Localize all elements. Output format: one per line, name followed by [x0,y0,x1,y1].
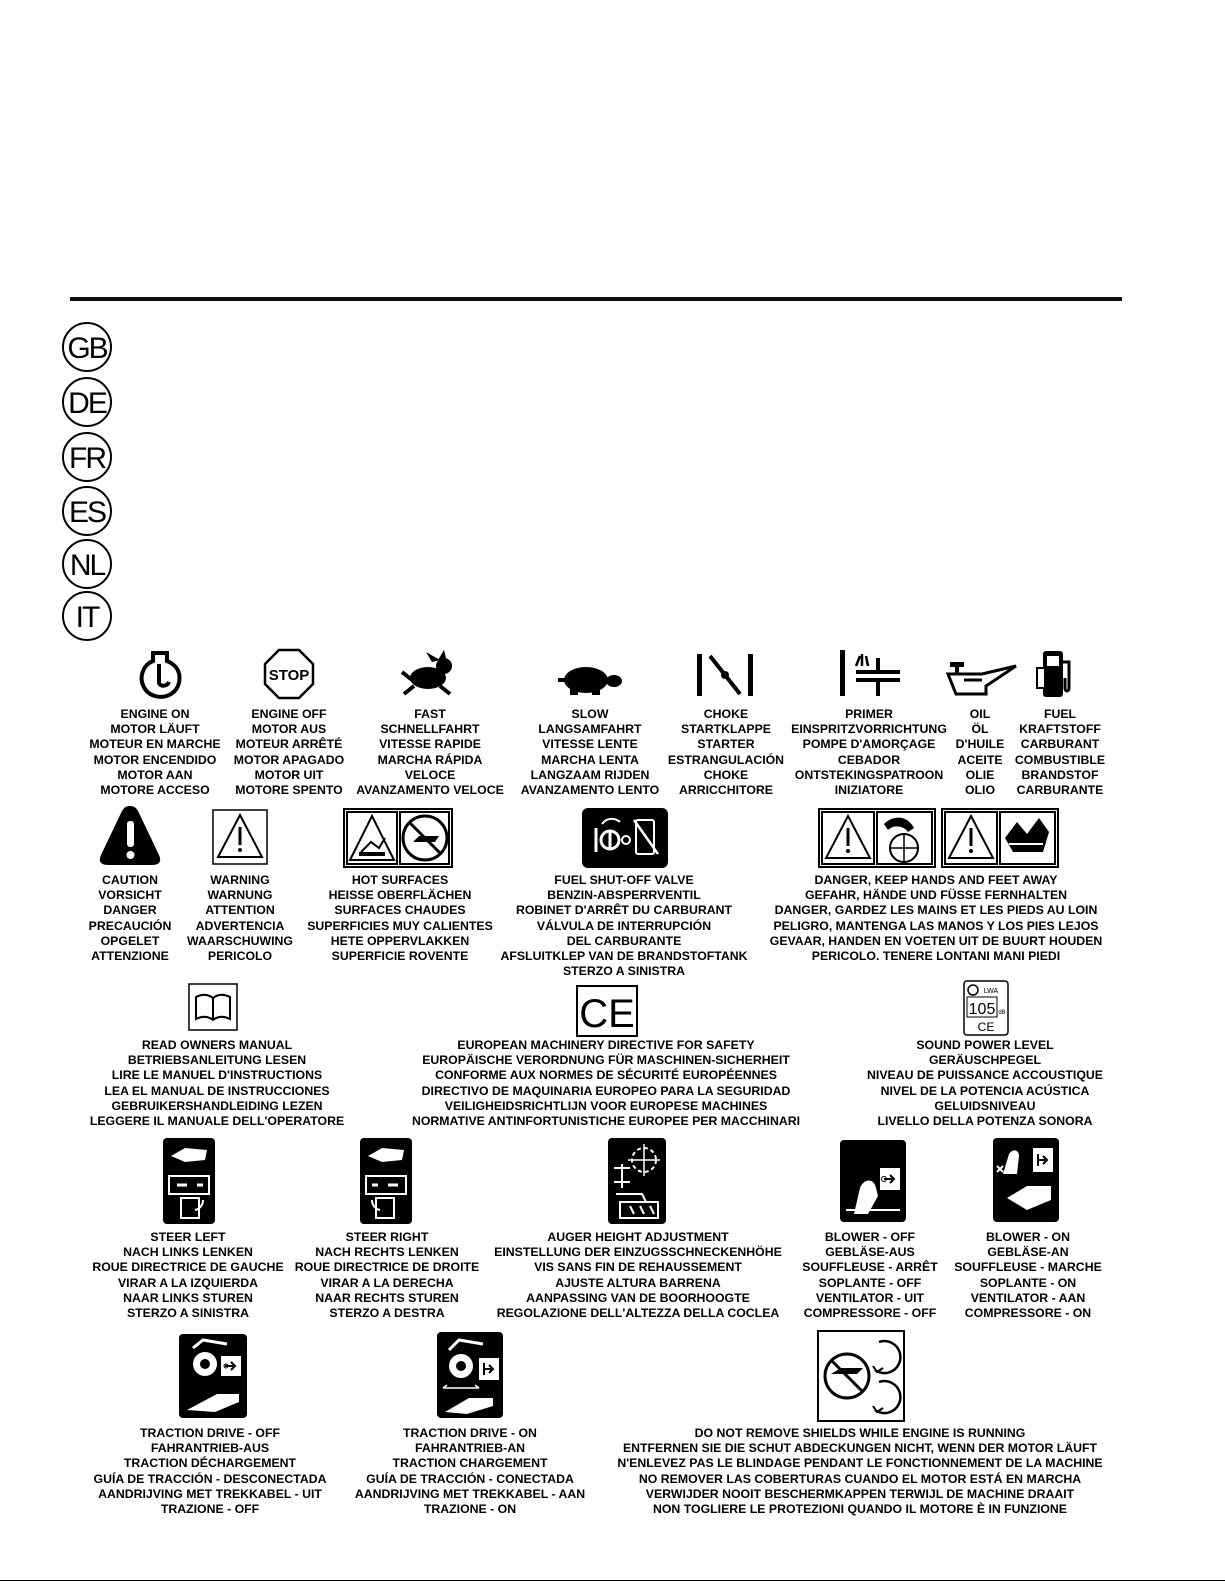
blower-off-icon [840,1140,906,1222]
sound-ce-label: CE [977,1020,995,1034]
lang-nl-badge: NL [62,539,112,589]
stop-sign-label: STOP [268,667,310,684]
manual-caption: READ OWNERS MANUAL BETRIEBSANLEITUNG LESEN LIRE LE MANUEL D'INSTRUCTIONS LEA EL MANUAL DE INSTRUCCIONES GEBRUIKERSHANDLEIDING LEZEN LEGGERE IL MANUALE DELL'OPERATORE [89,1038,345,1129]
fuel-valve-caption: FUEL SHUT-OFF VALVE BENZIN-ABSPERRVENTIL ROBINET D'ARRÊT DU CARBURANT VÁLVULA DE INTERRUPCIÓN DEL CARBURANTE AFSLUITKLEP VAN DE BRANDSTOFTANK STERZO A SINISTRA [500,873,748,979]
hot-surfaces-caption: HOT SURFACES HEISSE OBERFLÄCHEN SURFACES CHAUDES SUPERFICIES MUY CALIENTES HETE OPPERVLAKKEN SUPERFICIE ROVENTE [307,873,493,964]
caution-icon [97,803,163,867]
fast-caption: FAST SCHNELLFAHRT VITESSE RAPIDE MARCHA RÁPIDA VELOCE AVANZAMENTO VELOCE [356,707,504,798]
sound-unit-label: dB [998,1010,1006,1016]
warning-caption: WARNING WARNUNG ATTENTION ADVERTENCIA WAARSCHUWING PERICOLO [187,873,293,964]
shields-caption: DO NOT REMOVE SHIELDS WHILE ENGINE IS RUNNING ENTFERNEN SIE DIE SCHUT ABDECKUNGEN NICHT, WENN DER MOTOR LÄUFT N'ENLEVEZ PAS LE BLINDAGE PENDANT LE FONCTIONNEMENT DE LA MACHINE NO REMOVER LAS COBERTURAS CUANDO EL MOTOR ESTÁ EN MARCHA VERWIJDER NOOIT BESCHERMKAPPEN TERWIJL DE MACHINE DRAAIT NON TOGLIERE LE PROTEZIONI QUANDO IL MOTORE È IN FUNZIONE [617,1426,1103,1517]
caution-caption: CAUTION VORSICHT DANGER PRECAUCIÓN OPGELET ATTENZIONE [88,873,172,964]
traction-off-icon [179,1334,247,1418]
fuel-valve-icon [582,808,668,868]
steer-right-icon [360,1138,412,1224]
engine-off-caption: ENGINE OFF MOTOR AUS MOTEUR ARRÊTÉ MOTOR APAGADO MOTOR UIT MOTORE SPENTO [233,707,345,798]
steer-left-caption: STEER LEFT NACH LINKS LENKEN ROUE DIRECTRICE DE GAUCHE VIRAR A LA IZQUIERDA NAAR LINKS STUREN STERZO A SINISTRA [92,1230,284,1321]
warning-icon [212,809,268,865]
rabbit-icon [400,650,458,698]
engine-on-caption: ENGINE ON MOTOR LÄUFT MOTEUR EN MARCHE MOTOR ENCENDIDO MOTOR AAN MOTORE ACCESO [89,707,221,798]
primer-caption: PRIMER EINSPRITZVORRICHTUNG POMPE D'AMORÇAGE CEBADOR ONTSTEKINGSPATROON INIZIATORE [791,707,947,798]
manual-book-icon [188,983,238,1031]
slow-caption: SLOW LANGSAMFAHRT VITESSE LENTE MARCHA LENTA LANGZAAM RIJDEN AVANZAMENTO LENTO [520,707,660,798]
steer-left-icon [163,1138,215,1224]
sound-level-icon [963,980,1009,1036]
ce-mark-icon [576,985,638,1037]
header-rule [70,297,1122,301]
feet-danger-icon [941,808,1059,868]
sound-value-label: 105 [968,1001,996,1018]
choke-caption: CHOKE STARTKLAPPE STARTER ESTRANGULACIÓN CHOKE ARRICCHITORE [667,707,785,798]
blower-off-caption: BLOWER - OFF GEBLÄSE-AUS SOUFFLEUSE - ARRÊT SOPLANTE - OFF VENTILATOR - UIT COMPRESSORE - OFF [802,1230,938,1321]
blower-on-icon [993,1138,1059,1222]
steer-right-caption: STEER RIGHT NACH RECHTS LENKEN ROUE DIRECTRICE DE DROITE VIRAR A LA DERECHA NAAR RECHTS STUREN STERZO A DESTRA [294,1230,480,1321]
ce-caption: EUROPEAN MACHINERY DIRECTIVE FOR SAFETY EUROPÄISCHE VERORDNUNG FÜR MASCHINEN-SICHERHEIT CONFORME AUX NORMES DE SÉCURITÉ EUROPÉENNES DIRECTIVO DE MAQUINARIA EUROPEO PARA LA SEGURIDAD VEILIGHEIDSRICHTLIJN VOOR EUROPESE MACHINES NORMATIVE ANTINFORTUNISTICHE EUROPEE PER MACCHINARI [411,1038,801,1129]
auger-height-icon [608,1138,666,1224]
traction-off-caption: TRACTION DRIVE - OFF FAHRANTRIEB-AUS TRACTION DÉCHARGEMENT GUÍA DE TRACCIÓN - DESCONECTADA AANDRIJVING MET TREKKABEL - UIT TRAZIONE - OFF [93,1426,327,1517]
blower-on-caption: BLOWER - ON GEBLÄSE-AN SOUFFLEUSE - MARCHE SOPLANTE - ON VENTILATOR - AAN COMPRESSORE - ON [954,1230,1102,1321]
fuel-pump-icon [1035,648,1077,700]
hands-feet-caption: DANGER, KEEP HANDS AND FEET AWAY GEFAHR, HÄNDE UND FÜSSE FERNHALTEN DANGER, GARDEZ LES MAINS ET LES PIEDS AU LOIN PELIGRO, MANTENGA LAS MANOS Y LOS PIES LEJOS GEVAAR, HANDEN EN VOETEN UIT DE BUURT HOUDEN PERICOLO. TENERE LONTANI MANI PIEDI [769,873,1103,964]
oil-can-icon [946,658,1018,696]
lang-es-badge: ES [62,486,112,536]
traction-on-caption: TRACTION DRIVE - ON FAHRANTRIEB-AN TRACTION CHARGEMENT GUÍA DE TRACCIÓN - CONECTADA AANDRIJVING MET TREKKABEL - AAN TRAZIONE - ON [354,1426,586,1517]
hands-danger-icon [818,808,936,868]
lang-de-badge: DE [62,377,112,427]
turtle-icon [556,660,624,696]
sound-lwa-label: LWA [983,988,999,995]
stop-sign-icon [263,648,315,700]
oil-caption: OIL ÖL D'HUILE ACEITE OLIE OLIO [955,707,1005,798]
shields-icon [817,1330,905,1422]
footer-rule [0,1580,1225,1581]
sound-caption: SOUND POWER LEVEL GERÄUSCHPEGEL NIVEAU DE PUISSANCE ACCOUSTIQUE NIVEL DE LA POTENCIA ACÚSTICA GELUIDSNIVEAU LIVELLO DELLA POTENZA SONORA [867,1038,1103,1129]
engine-on-icon [137,650,183,700]
lang-gb-badge: GB [62,322,112,372]
fuel-caption: FUEL KRAFTSTOFF CARBURANT COMBUSTIBLE BRANDSTOF CARBURANTE [1014,707,1106,798]
choke-icon [694,652,756,698]
lang-it-badge: IT [62,591,112,641]
primer-icon [838,648,904,698]
ce-mark-label: CE [579,992,635,1036]
lang-fr-badge: FR [62,432,112,482]
traction-on-icon [437,1332,503,1418]
hot-surfaces-icon [343,808,453,868]
auger-caption: AUGER HEIGHT ADJUSTMENT EINSTELLUNG DER EINZUGSSCHNECKENHÖHE VIS SANS FIN DE REHAUSSEMENT AJUSTE ALTURA BARRENA AANPASSING VAN DE BOORHOOGTE REGOLAZIONE DELL'ALTEZZA DELLA COCLEA [494,1230,782,1321]
